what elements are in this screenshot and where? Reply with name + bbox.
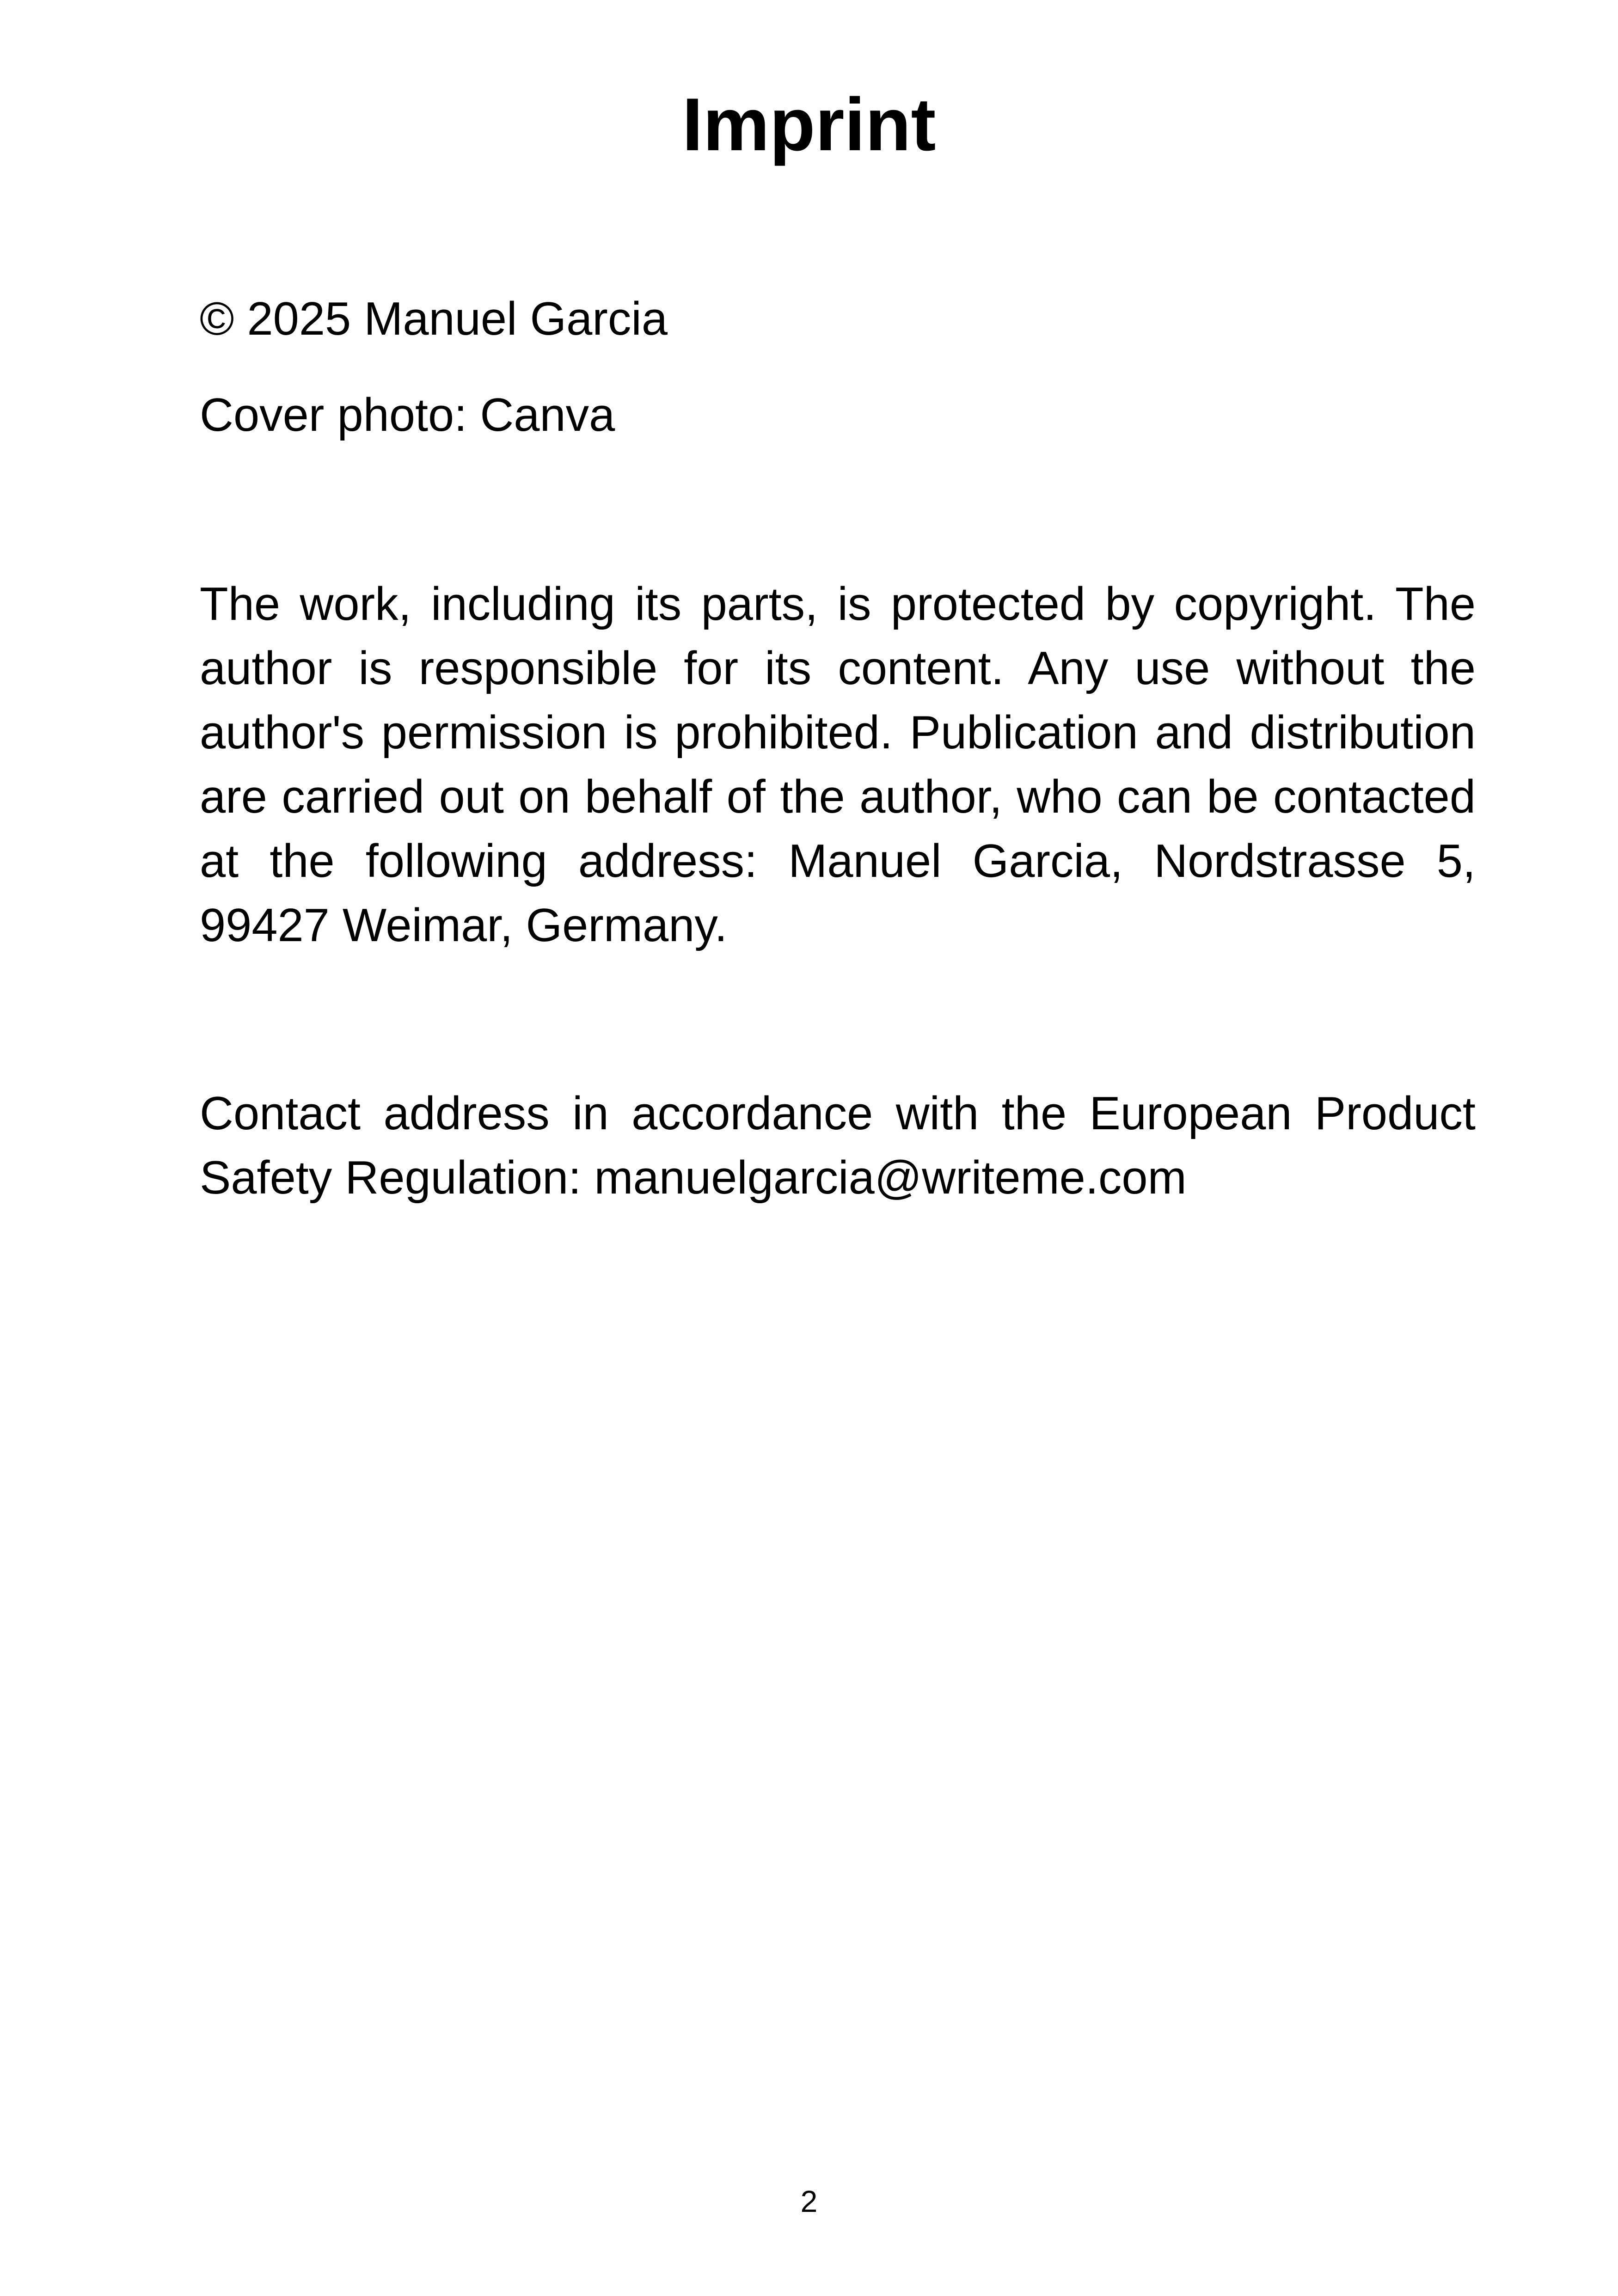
page-title: Imprint bbox=[682, 83, 936, 166]
page-number: 2 bbox=[800, 2184, 818, 2218]
contact-notice-paragraph: Contact address in accordance with the European Product Safety Regulation: manuelgarcia@writeme.com bbox=[200, 1088, 1476, 1204]
cover-photo-credit: Cover photo: Canva bbox=[200, 389, 615, 441]
copyright-notice-paragraph: The work, including its parts, is protected by copyright. The author is responsible for its content. Any use without the author's permission is prohibited. Publication and distribution are carried out on behalf of the author, who can be contacted at the following address: Manuel Garcia, Nordstrasse 5, 99427 Weimar, Germany. bbox=[200, 578, 1476, 951]
copyright-line: © 2025 Manuel Garcia bbox=[200, 293, 668, 345]
